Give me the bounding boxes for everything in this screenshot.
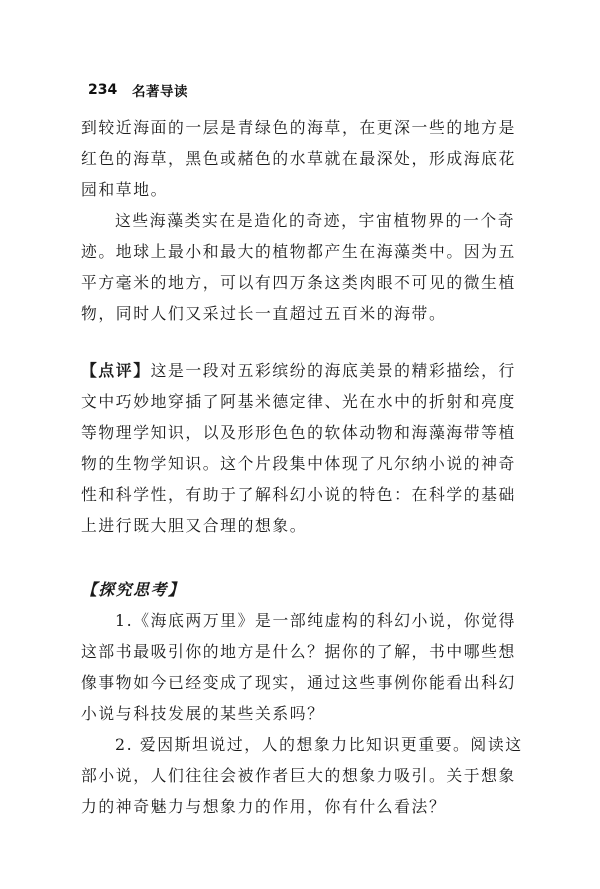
text-line: 2. 爱因斯坦说过，人的想象力比知识更重要。阅读这 [115,735,523,754]
inquiry-heading: 【探究思考】 [81,580,186,599]
text-line: 像事物如今已经变成了现实，通过这些事例你能看出科幻 [81,673,516,692]
comment-tag: 【点评】 [81,361,151,380]
passage-paragraph-2 [81,205,516,329]
text-line [81,355,516,386]
question-1 [81,605,517,729]
text-line: 物的生物学知识。这个片段集中体现了凡尔纳小说的神奇 [81,454,516,473]
page-number: 234 [88,82,118,98]
running-header [88,78,188,102]
text-line: 上进行既大胆又合理的想象。 [81,516,308,535]
text-line: 小说与科技发展的某些关系吗？ [81,704,325,723]
text-line: 等物理学知识，以及形形色色的软体动物和海藻海带等植 [81,423,516,442]
text-line: 部小说，人们往往会被作者巨大的想象力吸引。关于想象 [81,766,516,785]
page-body [81,112,523,822]
text-line: 1.《海底两万里》是一部纯虚构的科幻小说，你觉得 [115,611,517,630]
comment-section [81,355,516,541]
text-line: 物，同时人们又采过长一直超过五百米的海带。 [81,304,447,323]
book-title: 名著导读 [132,84,188,100]
text-line: 文中巧妙地穿插了阿基米德定律、光在水中的折射和亮度 [81,392,516,411]
passage-paragraph-1 [81,112,516,205]
text-line: 这部书最吸引你的地方是什么？据你的了解，书中哪些想 [81,642,516,661]
text-line: 到较近海面的一层是青绿色的海草，在更深一些的地方是 [81,118,516,137]
text-line: 平方毫米的地方，可以有四万条这类肉眼不可见的微生植 [81,273,516,292]
text-line: 这些海藻类实在是造化的奇迹，宇宙植物界的一个奇 [115,211,516,230]
text-line: 性和科学性，有助于了解科幻小说的特色：在科学的基础 [81,485,516,504]
inquiry-section [81,574,523,822]
question-2 [81,729,523,822]
text-line: 园和草地。 [81,180,168,199]
comment-first-line: 这是一段对五彩缤纷的海底美景的精彩描绘，行 [150,361,516,380]
text-line: 红色的海草，黑色或赭色的水草就在最深处，形成海底花 [81,149,516,168]
text-line: 迹。地球上最小和最大的植物都产生在海藻类中。因为五 [81,242,516,261]
text-line: 力的神奇魅力与想象力的作用，你有什么看法？ [81,797,447,816]
spacer [81,329,485,355]
spacer [81,541,485,574]
